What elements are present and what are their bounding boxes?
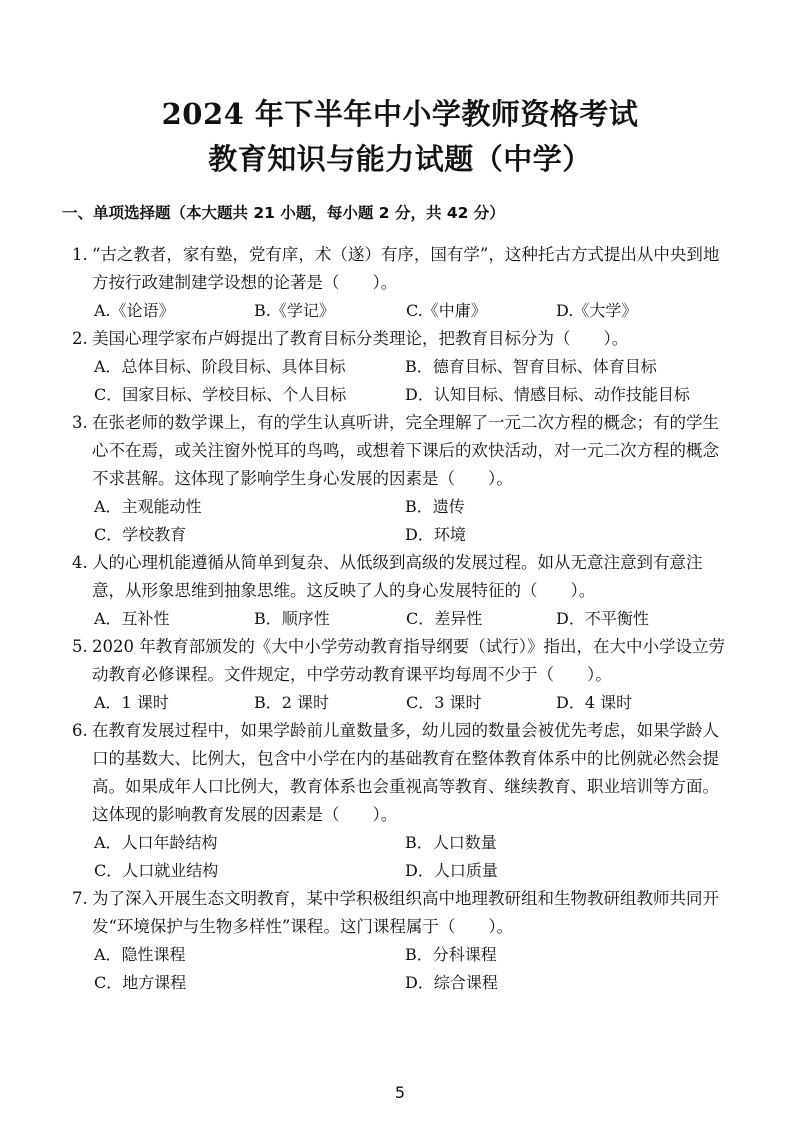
question-text-line: 2020 年教育部颁发的《大中小学劳动教育指导纲要（试行）》指出，在大中小学设立劳 xyxy=(92,637,725,656)
question-text-line: 这体现的影响教育发展的因素是（ ）。 xyxy=(92,805,398,824)
question-number: 6. xyxy=(72,721,88,740)
option-d: D．环境 xyxy=(405,525,466,544)
page-number: 5 xyxy=(394,1083,406,1102)
question-text-line: 人的心理机能遵循从简单到复杂、从低级到高级的发展过程。如从无意注意到有意注 xyxy=(92,553,703,572)
question-number: 3. xyxy=(72,413,88,432)
question-text-line: 动教育必修课程。文件规定，中学劳动教育课平均每周不少于（ ）。 xyxy=(92,665,612,684)
question-text-line: “古之教者，家有塾，党有庠，术（遂）有序，国有学”，这种托古方式提出从中央到地 xyxy=(92,245,720,264)
option-b: B.《学记》 xyxy=(254,301,335,320)
question-number: 5. xyxy=(72,637,88,656)
question-text-line: 高。如果成年人口比例大，教育体系也会重视高等教育、继续教育、职业培训等方面。 xyxy=(92,777,719,796)
question-text-line: 口的基数大、比例大，包含中小学在内的基础教育在整体教育体系中的比例就必然会提 xyxy=(92,749,719,768)
option-c: C．人口就业结构 xyxy=(94,861,219,880)
exam-title-line-2: 教育知识与能力试题（中学） xyxy=(208,142,592,176)
option-b: B．分科课程 xyxy=(405,945,497,964)
option-d: D．认知目标、情感目标、动作技能目标 xyxy=(405,385,690,404)
question-number: 1. xyxy=(72,245,88,264)
option-c: C.《中庸》 xyxy=(406,301,487,320)
option-d: D．4 课时 xyxy=(556,693,633,712)
option-a: A．主观能动性 xyxy=(94,497,202,516)
option-d: D．不平衡性 xyxy=(556,609,649,628)
option-a: A．互补性 xyxy=(94,609,170,628)
question-text-line: 为了深入开展生态文明教育，某中学积极组织高中地理教研组和生物教研组教师共同开 xyxy=(92,889,719,908)
option-c: C．学校教育 xyxy=(94,525,187,544)
question-number: 2. xyxy=(72,329,88,348)
option-d: D．人口质量 xyxy=(405,861,498,880)
option-b: B．德育目标、智育目标、体育目标 xyxy=(405,357,657,376)
option-a: A．隐性课程 xyxy=(94,945,186,964)
option-b: B．顺序性 xyxy=(254,609,330,628)
question-text-line: 美国心理学家布卢姆提出了教育目标分类理论，把教育目标分为（ ）。 xyxy=(92,329,629,348)
option-b: B．2 课时 xyxy=(254,693,330,712)
exam-title-line-1: 2024 年下半年中小学教师资格考试 xyxy=(161,97,639,131)
option-c: C．3 课时 xyxy=(406,693,482,712)
question-number: 7. xyxy=(72,889,88,908)
section-heading: 一、单项选择题（本大题共 21 小题，每小题 2 分，共 42 分） xyxy=(62,204,505,222)
question-text-line: 在张老师的数学课上，有的学生认真听讲，完全理解了一元二次方程的概念；有的学生 xyxy=(92,413,719,432)
option-c: C．地方课程 xyxy=(94,973,187,992)
question-text-line: 意，从形象思维到抽象思维。这反映了人的身心发展特征的（ ）。 xyxy=(92,581,596,600)
option-c: C．国家目标、学校目标、个人目标 xyxy=(94,385,347,404)
question-text-line: 发“环境保护与生物多样性”课程。这门课程属于（ ）。 xyxy=(92,917,514,936)
option-a: A．总体目标、阶段目标、具体目标 xyxy=(94,357,346,376)
question-text-line: 不求甚解。这体现了影响学生身心发展的因素是（ ）。 xyxy=(92,469,513,488)
option-b: B．遗传 xyxy=(405,497,465,516)
question-text-line: 心不在焉，或关注窗外悦耳的鸟鸣，或想着下课后的欢快活动，对一元二次方程的概念 xyxy=(92,441,719,460)
option-d: D．综合课程 xyxy=(405,973,498,992)
question-number: 4. xyxy=(72,553,88,572)
option-a: A.《论语》 xyxy=(94,301,175,320)
option-c: C．差异性 xyxy=(406,609,483,628)
question-text-line: 方按行政建制建学设想的论著是（ ）。 xyxy=(92,273,398,292)
option-b: B．人口数量 xyxy=(405,833,497,852)
option-a: A．人口年龄结构 xyxy=(94,833,218,852)
question-text-line: 在教育发展过程中，如果学龄前儿童数量多，幼儿园的数量会被优先考虑，如果学龄人 xyxy=(92,721,719,740)
option-d: D.《大学》 xyxy=(556,301,638,320)
option-a: A．1 课时 xyxy=(94,693,169,712)
